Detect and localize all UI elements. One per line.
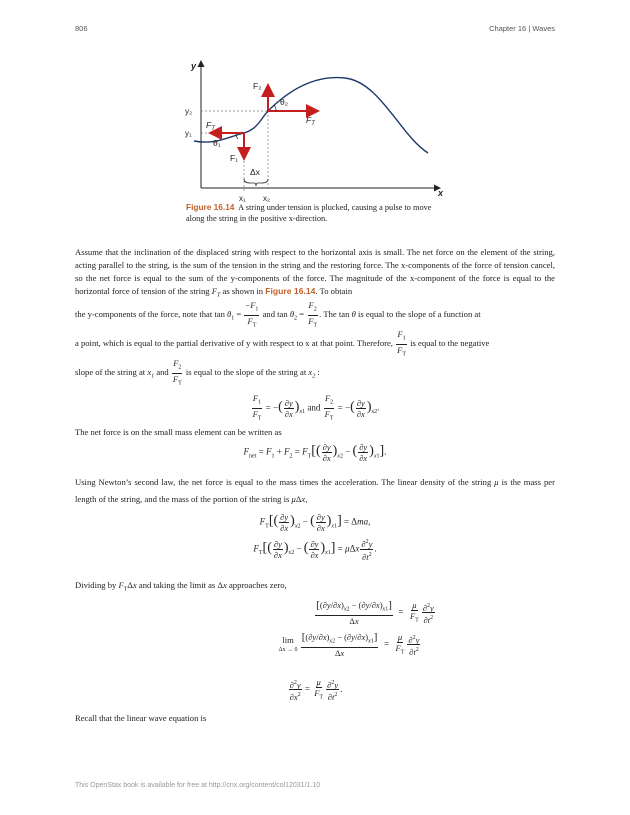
ft-left-main: F xyxy=(206,120,212,130)
label-dx: Δx xyxy=(250,167,260,177)
tan-theta1-eq: $\tan \theta_1$ = $\frac{-F_1}{F_T}$ xyxy=(214,300,259,329)
page-number: 806 xyxy=(75,24,88,33)
ft-right-sub: T xyxy=(311,121,315,127)
footer-license: This OpenStax book is available for free at http://cnx.org/content/col12031/1.10 xyxy=(75,782,321,789)
caption-label: Figure 16.14 xyxy=(186,202,235,212)
paragraph-net-force: The net force is on the small mass element can be written as xyxy=(75,427,282,437)
label-x2: x₂ xyxy=(263,194,271,203)
mu-dx-symbol: μΔx xyxy=(291,494,306,504)
label-f1: F₁ xyxy=(230,153,239,163)
newton-a: Using Newton’s second law, the net force is equal to the mass times the acceleration. The linear density of the string xyxy=(75,477,492,487)
figure-caption xyxy=(186,202,448,224)
newton-b: is xyxy=(501,477,508,487)
para4-and: and xyxy=(156,367,169,378)
label-f2: F₂ xyxy=(253,81,262,91)
paragraph-intro xyxy=(75,246,555,303)
paragraph-tan xyxy=(75,300,560,332)
label-theta1: θ₁ xyxy=(213,138,221,148)
dx-brace xyxy=(244,179,268,186)
label-y2: y₂ xyxy=(185,107,193,116)
newton-c: the mass per length of the string, and the mass of the portion of the string is xyxy=(75,477,555,504)
equation-divided: $\frac{[(\partial y/\partial x)_{x2} - (\partial y/\partial x)_{x1}]}{\Delta x}$ = $\frac{\mu}{F_T}$ $\frac{\partial^2y}{\partial t^2}$ xyxy=(316,599,434,626)
para1-c: . To obtain xyxy=(315,286,353,296)
para2-a: the y-components of the force, note that xyxy=(75,309,213,320)
caption-text: A string under tension is plucked, causing a pulse to move along the string in the positive x-direction. xyxy=(186,203,432,223)
tan-theta-symbol: tan θ xyxy=(338,309,356,320)
label-ft-left xyxy=(206,120,216,132)
string-force-figure xyxy=(170,55,460,205)
figure-link[interactable]: Figure 16.14 xyxy=(265,286,316,296)
paragraph-newton xyxy=(75,474,555,508)
equation-newton-1: $F_T$[( $\frac{\partial y}{\partial x}$ )$_{x2}$ − ( $\frac{\partial y}{\partial x}$ )$_{x1}] = \Delta ma$, xyxy=(259,512,371,533)
para1-text: Assume that the inclination of the displaced string with respect to the horizontal axis is small. The net force on the element of the string, acting parallel to the string, is the sum of the tension in the string and the restoring force. The x-components of the force of tension cancel, so the net force is equal to the sum of the y-components of the force. The magnitude of the x-component of the force is equal to the horizontal force of tension of the string xyxy=(75,247,555,296)
ft-dx-symbol: $F_T\Delta x$ xyxy=(118,580,137,593)
paragraph-recall: Recall that the linear wave equation is xyxy=(75,713,207,723)
dividing-a: Dividing by xyxy=(75,580,117,590)
label-y1: y₁ xyxy=(185,129,192,138)
f1-over-ft: $\frac{F_1}{F_T}$ xyxy=(397,329,406,358)
x-axis-label: x xyxy=(438,188,444,198)
equation-newton-2: $F_T$[( $\frac{\partial y}{\partial x}$ )$_{x2}$ − ( $\frac{\partial y}{\partial x}$ )$_{x1}] = \mu\Delta x$ $\frac{\partial^2y}{\partial t^2}$ . xyxy=(253,538,377,562)
para1-b: as shown in xyxy=(222,286,264,296)
f2-over-ft: $\frac{F_2}{F_T}$ xyxy=(172,358,182,387)
ft-right-main: F xyxy=(306,115,312,125)
equation-wave-result: $\frac{\partial^2y}{\partial x^2}$ = $\frac{\mu}{F_T}$ $\frac{\partial^2y}{\partial t^2}$ . xyxy=(289,677,343,703)
label-x1: x₁ xyxy=(239,194,246,203)
chapter-title: Chapter 16 | Waves xyxy=(489,24,555,33)
para4-a: slope of the string at xyxy=(75,367,146,378)
para2-c: is equal to the slope of a function at xyxy=(357,309,481,320)
para2-and: and xyxy=(262,309,275,320)
paragraph-derivative xyxy=(75,329,555,359)
dividing-b: and taking the limit as xyxy=(138,580,216,590)
dividing-c: approaches zero, xyxy=(228,580,287,590)
eq1-and: and xyxy=(307,402,321,413)
ft-left-sub: T xyxy=(211,126,215,132)
equation-net-force: $F_{net} = F_1 + F_2 = F_T$[( $\frac{\partial y}{\partial x}$ )$_{x2}$ − ( $\frac{\partial y}{\partial x}$ )$_{x1}$]. xyxy=(243,442,387,463)
equation-slopes: $\frac{F_1}{F_T}$ = −( $\frac{\partial y}{\partial x}$ )$_{x1}$ and $\frac{F_2}{F_T}$ = −( $\frac{\partial y}{\partial x}$ )$_{x2}$. xyxy=(252,393,380,422)
dx-symbol: Δx xyxy=(217,580,227,590)
para2-b: . The xyxy=(319,309,337,320)
paragraph-dividing xyxy=(75,577,555,599)
y-axis-label: y xyxy=(191,61,197,71)
para4-c: : xyxy=(317,367,320,378)
lim-label: lim xyxy=(282,634,294,645)
equation-limit: lim Δx → 0 $\frac{[(\partial y/\partial x)_{x2} - (\partial y/\partial x)_{x1}]}{\Delta x}$ = $\frac{\mu}{F_T}$ $\frac{\partial^2y}{\partial t^2}$ xyxy=(278,631,420,658)
para3-b: is equal to the negative xyxy=(410,338,490,349)
ft-symbol: $F_T$ xyxy=(211,286,221,299)
paragraph-slope xyxy=(75,358,555,390)
label-ft-right xyxy=(306,115,316,127)
tan-theta2-eq: $\tan \theta_2$ = $\frac{F_2}{F_T}$ xyxy=(277,300,318,329)
label-theta2: θ₂ xyxy=(280,97,289,107)
lim-subscript: Δx → 0 xyxy=(278,646,298,653)
mu-symbol: μ xyxy=(494,477,499,487)
x2-symbol: $x_2$ xyxy=(308,367,316,380)
para4-b: is equal to the slope of the string at xyxy=(185,367,307,378)
x1-symbol: $x_1$ xyxy=(147,367,155,380)
newton-d: , xyxy=(305,494,308,504)
para3-a: a point, which is equal to the partial derivative of y with respect to x at that point. Therefore, xyxy=(75,338,393,349)
